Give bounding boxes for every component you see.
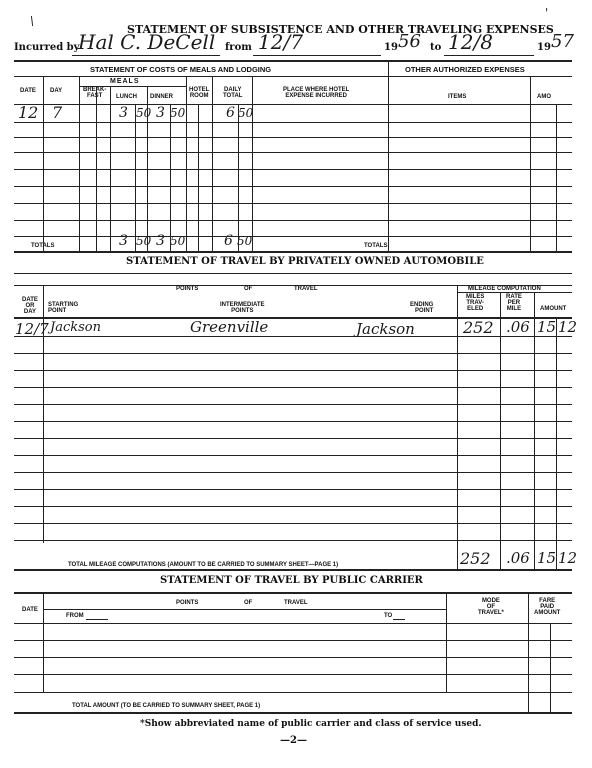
- carrier-section-title: STATEMENT OF TRAVEL BY PUBLIC CARRIER: [160, 575, 423, 586]
- auto-section-title: STATEMENT OF TRAVEL BY PRIVATELY OWNED AUTOMOBILE: [126, 256, 484, 267]
- auto-col-travel: TRAVEL: [294, 286, 318, 292]
- total-dinner-cents[interactable]: 50: [170, 234, 186, 248]
- col-daily-total: DAILY TOTAL: [223, 87, 243, 99]
- auto-col-amount: AMOUNT: [540, 306, 567, 312]
- auto-row-rate[interactable]: .06: [506, 318, 530, 336]
- total-lunch-dollars[interactable]: 3: [119, 233, 128, 249]
- auto-col-intermediate: INTERMEDIATE POINTS: [220, 302, 265, 314]
- auto-col-date: DATE OR DAY: [22, 297, 38, 315]
- carrier-col-points: POINTS: [176, 600, 199, 606]
- meal-row-daily-dollars[interactable]: 6: [226, 105, 235, 121]
- auto-col-starting: STARTING POINT: [48, 302, 79, 314]
- carrier-col-of: OF: [244, 600, 253, 606]
- meals-totals-label: TOTALS: [31, 243, 55, 249]
- col-place: PLACE WHERE HOTEL EXPENSE INCURRED: [283, 87, 350, 99]
- other-totals-label: TOTALS: [364, 243, 388, 249]
- auto-total-amount-dollars[interactable]: 15: [537, 549, 557, 567]
- total-daily-cents[interactable]: 50: [237, 234, 253, 248]
- footer-note: *Show abbreviated name of public carrier and class of service used.: [140, 719, 482, 729]
- meal-row-dinner-dollars[interactable]: 3: [156, 105, 165, 121]
- meal-row-lunch-cents[interactable]: 50: [136, 106, 152, 120]
- carrier-col-from: FROM: [66, 613, 84, 619]
- to-label: to: [430, 42, 442, 53]
- total-dinner-dollars[interactable]: 3: [156, 233, 165, 249]
- auto-col-miles: MILES TRAV- ELED: [466, 294, 485, 312]
- carrier-col-date: DATE: [22, 607, 38, 613]
- col-dinner: DINNER: [150, 94, 174, 100]
- auto-col-ending: ENDING POINT: [410, 302, 434, 314]
- other-expenses-title: OTHER AUTHORIZED EXPENSES: [405, 65, 525, 74]
- auto-row-miles[interactable]: 252: [463, 318, 494, 337]
- meal-row-date[interactable]: 12: [18, 103, 39, 122]
- col-date: DATE: [20, 88, 36, 94]
- from-label: from: [225, 42, 252, 53]
- total-lunch-cents[interactable]: 50: [136, 234, 152, 248]
- carrier-total-label: TOTAL AMOUNT (TO BE CARRIED TO SUMMARY SHEET, PAGE 1): [72, 703, 261, 709]
- meal-row-day[interactable]: 7: [52, 103, 63, 122]
- carrier-col-to: TO: [384, 613, 393, 619]
- carrier-col-fare: FARE PAID AMOUNT: [534, 598, 561, 616]
- auto-col-points: POINTS: [176, 286, 199, 292]
- to-date-value[interactable]: 12/8: [448, 30, 493, 54]
- carrier-col-mode: MODE OF TRAVEL*: [478, 598, 504, 616]
- auto-row-amount-dollars[interactable]: 15: [537, 318, 557, 336]
- total-daily-dollars[interactable]: 6: [224, 233, 233, 249]
- auto-row-starting[interactable]: Jackson: [50, 320, 101, 335]
- auto-total-amount-cents[interactable]: 12: [558, 549, 578, 567]
- meals-header: MEALS: [110, 78, 140, 85]
- auto-row-intermediate[interactable]: Greenville: [190, 318, 269, 336]
- year-suffix-1[interactable]: 56: [398, 31, 421, 52]
- year-prefix-2: 19: [537, 42, 551, 53]
- auto-total-miles[interactable]: 252: [460, 549, 491, 568]
- top-right-mark: ': [545, 6, 549, 20]
- auto-total-rate[interactable]: .06: [506, 549, 530, 567]
- year-prefix-1: 19: [384, 42, 398, 53]
- carrier-col-travel: TRAVEL: [284, 600, 308, 606]
- corner-mark: \: [30, 14, 35, 28]
- auto-col-rate: RATE PER MILE: [506, 294, 522, 312]
- col-day: DAY: [50, 88, 63, 94]
- auto-row-amount-cents[interactable]: 12: [558, 318, 578, 336]
- from-date-value[interactable]: 12/7: [258, 30, 303, 54]
- auto-total-label: TOTAL MILEAGE COMPUTATIONS (AMOUNT TO BE CARRIED TO SUMMARY SHEET—PAGE 1): [68, 562, 339, 568]
- col-amount: AMO: [537, 94, 551, 100]
- auto-col-of: OF: [244, 286, 253, 292]
- meals-section-title: STATEMENT OF COSTS OF MEALS AND LODGING: [90, 65, 272, 74]
- col-items: ITEMS: [448, 94, 467, 100]
- col-breakfast: BREAK- FAST: [83, 87, 107, 99]
- incurred-by-value[interactable]: Hal C. DeCell: [78, 30, 216, 54]
- auto-row-date[interactable]: 12/7: [15, 320, 49, 338]
- year-suffix-2[interactable]: 57: [551, 31, 574, 52]
- meal-row-daily-cents[interactable]: 50: [238, 106, 254, 120]
- col-lunch: LUNCH: [116, 94, 137, 100]
- meal-row-lunch-dollars[interactable]: 3: [119, 105, 128, 121]
- incurred-by-label: Incurred by: [14, 42, 80, 53]
- auto-col-mileage: MILEAGE COMPUTATION: [468, 286, 541, 292]
- form-title: STATEMENT OF SUBSISTENCE AND OTHER TRAVELING EXPENSES: [127, 23, 554, 36]
- page-number: —2—: [280, 735, 307, 746]
- auto-row-ending[interactable]: Jackson: [356, 320, 415, 338]
- meal-row-dinner-cents[interactable]: 50: [170, 106, 186, 120]
- col-hotel-room: HOTEL ROOM: [189, 87, 210, 99]
